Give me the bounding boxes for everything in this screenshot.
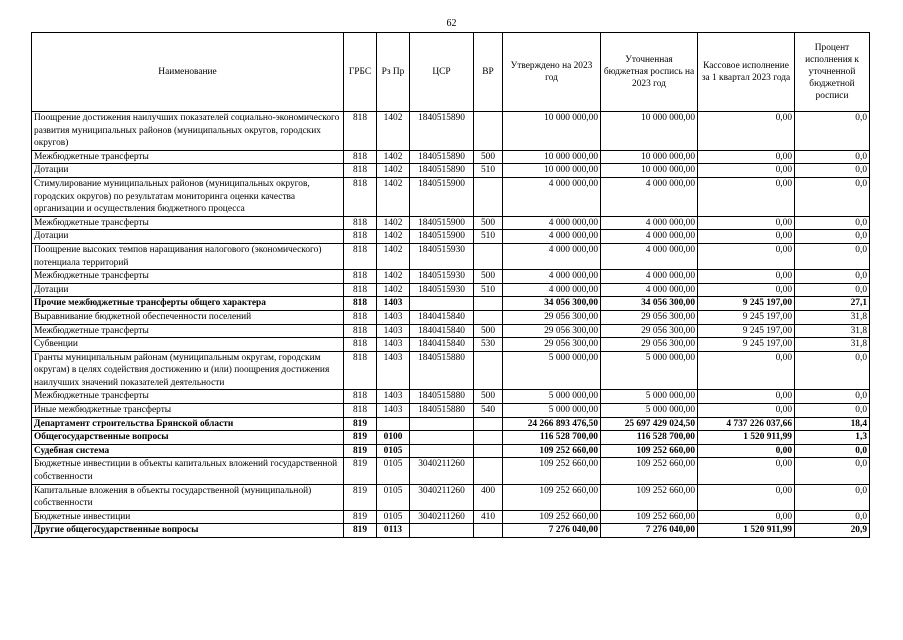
row-cash: 0,00 [698, 351, 795, 390]
row-percent: 0,0 [795, 390, 870, 404]
row-vr: 410 [474, 510, 503, 524]
row-refined: 25 697 429 024,50 [601, 417, 698, 431]
row-refined: 29 056 300,00 [601, 310, 698, 324]
row-csr: 1840515880 [410, 404, 474, 418]
row-vr [474, 458, 503, 484]
row-grbs: 818 [344, 150, 377, 164]
row-grbs: 818 [344, 216, 377, 230]
row-rz-pr: 1403 [377, 404, 410, 418]
row-rz-pr: 0113 [377, 524, 410, 538]
row-name: Общегосударственные вопросы [32, 431, 344, 445]
row-csr [410, 524, 474, 538]
row-rz-pr: 0105 [377, 458, 410, 484]
row-name: Другие общегосударственные вопросы [32, 524, 344, 538]
row-vr [474, 112, 503, 151]
table-row [32, 112, 870, 151]
row-refined: 7 276 040,00 [601, 524, 698, 538]
table-row [32, 431, 870, 445]
row-name: Дотации [32, 230, 344, 244]
row-refined: 4 000 000,00 [601, 270, 698, 284]
row-approved: 34 056 300,00 [503, 297, 601, 311]
header-grbs: ГРБС [344, 33, 377, 112]
row-cash: 9 245 197,00 [698, 338, 795, 352]
row-vr: 500 [474, 390, 503, 404]
table-row [32, 177, 870, 216]
table-row [32, 270, 870, 284]
row-rz-pr: 0105 [377, 484, 410, 510]
row-approved: 4 000 000,00 [503, 270, 601, 284]
row-approved: 4 000 000,00 [503, 216, 601, 230]
row-name: Межбюджетные трансферты [32, 150, 344, 164]
row-rz-pr: 1402 [377, 164, 410, 178]
row-approved: 10 000 000,00 [503, 112, 601, 151]
row-vr: 500 [474, 216, 503, 230]
row-approved: 4 000 000,00 [503, 177, 601, 216]
row-rz-pr: 1402 [377, 243, 410, 269]
row-vr [474, 310, 503, 324]
header-csr: ЦСР [410, 33, 474, 112]
row-rz-pr: 1402 [377, 112, 410, 151]
row-cash: 0,00 [698, 444, 795, 458]
row-approved: 10 000 000,00 [503, 164, 601, 178]
row-rz-pr: 1403 [377, 351, 410, 390]
row-name: Судебная система [32, 444, 344, 458]
row-approved: 7 276 040,00 [503, 524, 601, 538]
row-rz-pr: 1403 [377, 310, 410, 324]
row-refined: 29 056 300,00 [601, 324, 698, 338]
row-percent: 0,0 [795, 216, 870, 230]
row-grbs: 819 [344, 510, 377, 524]
row-grbs: 818 [344, 270, 377, 284]
row-name: Прочие межбюджетные трансферты общего характера [32, 297, 344, 311]
row-rz-pr: 1403 [377, 338, 410, 352]
header-percent: Процент исполнения к уточненной бюджетной росписи [795, 33, 870, 112]
table-row [32, 404, 870, 418]
row-name: Межбюджетные трансферты [32, 390, 344, 404]
row-grbs: 819 [344, 458, 377, 484]
table-row [32, 390, 870, 404]
row-grbs: 818 [344, 230, 377, 244]
row-rz-pr: 1402 [377, 177, 410, 216]
header-refined: Уточненная бюджетная роспись на 2023 год [601, 33, 698, 112]
row-cash: 0,00 [698, 270, 795, 284]
row-refined: 10 000 000,00 [601, 112, 698, 151]
table-row [32, 283, 870, 297]
row-name: Стимулирование муниципальных районов (муниципальных округов, городских округов) по результатам мониторинга оценки качества организации и осуществления бюджетного процесса [32, 177, 344, 216]
table-row [32, 510, 870, 524]
row-approved: 29 056 300,00 [503, 324, 601, 338]
row-name: Бюджетные инвестиции в объекты капитальных вложений государственной собственности [32, 458, 344, 484]
row-name: Дотации [32, 164, 344, 178]
row-grbs: 819 [344, 431, 377, 445]
row-percent: 0,0 [795, 351, 870, 390]
row-vr: 500 [474, 324, 503, 338]
row-vr [474, 297, 503, 311]
table-row [32, 351, 870, 390]
row-csr: 1840515880 [410, 390, 474, 404]
row-csr: 1840515900 [410, 230, 474, 244]
row-percent: 0,0 [795, 444, 870, 458]
row-rz-pr: 0105 [377, 444, 410, 458]
table-row [32, 310, 870, 324]
row-grbs: 818 [344, 177, 377, 216]
row-vr [474, 417, 503, 431]
row-approved: 29 056 300,00 [503, 338, 601, 352]
row-csr [410, 417, 474, 431]
row-approved: 5 000 000,00 [503, 404, 601, 418]
row-cash: 0,00 [698, 484, 795, 510]
row-csr [410, 297, 474, 311]
row-grbs: 818 [344, 164, 377, 178]
row-csr: 3040211260 [410, 484, 474, 510]
table-row [32, 444, 870, 458]
row-cash: 0,00 [698, 458, 795, 484]
row-cash: 9 245 197,00 [698, 297, 795, 311]
row-refined: 109 252 660,00 [601, 444, 698, 458]
row-csr: 1840515880 [410, 351, 474, 390]
row-vr [474, 177, 503, 216]
row-rz-pr: 1403 [377, 324, 410, 338]
row-refined: 116 528 700,00 [601, 431, 698, 445]
row-cash: 0,00 [698, 164, 795, 178]
row-name: Поощрение достижения наилучших показателей социально-экономического развития муниципальных районов (муниципальных округов, городских округов) [32, 112, 344, 151]
row-grbs: 818 [344, 324, 377, 338]
row-name: Межбюджетные трансферты [32, 324, 344, 338]
row-grbs: 818 [344, 404, 377, 418]
row-name: Гранты муниципальным районам (муниципальным округам, городским округам) в целях содействия достижению и (или) поощрения достижения наилучших значений показателей деятельности [32, 351, 344, 390]
row-csr: 1840415840 [410, 310, 474, 324]
row-cash: 0,00 [698, 112, 795, 151]
row-cash: 0,00 [698, 150, 795, 164]
row-grbs: 819 [344, 484, 377, 510]
page-number: 62 [446, 18, 457, 29]
row-grbs: 818 [344, 297, 377, 311]
row-name: Бюджетные инвестиции [32, 510, 344, 524]
row-vr [474, 431, 503, 445]
row-grbs: 819 [344, 417, 377, 431]
row-percent: 27,1 [795, 297, 870, 311]
row-csr: 1840515890 [410, 164, 474, 178]
table-row [32, 230, 870, 244]
row-percent: 0,0 [795, 230, 870, 244]
row-name: Выравнивание бюджетной обеспеченности поселений [32, 310, 344, 324]
table-row [32, 297, 870, 311]
row-vr: 530 [474, 338, 503, 352]
header-rz-pr: Рз Пр [377, 33, 410, 112]
table-row [32, 524, 870, 538]
row-refined: 34 056 300,00 [601, 297, 698, 311]
row-percent: 0,0 [795, 458, 870, 484]
row-percent: 0,0 [795, 510, 870, 524]
row-refined: 5 000 000,00 [601, 404, 698, 418]
row-refined: 4 000 000,00 [601, 283, 698, 297]
row-percent: 20,9 [795, 524, 870, 538]
row-vr: 500 [474, 270, 503, 284]
row-approved: 4 000 000,00 [503, 230, 601, 244]
row-approved: 29 056 300,00 [503, 310, 601, 324]
row-refined: 29 056 300,00 [601, 338, 698, 352]
row-approved: 116 528 700,00 [503, 431, 601, 445]
row-cash: 4 737 226 037,66 [698, 417, 795, 431]
row-approved: 5 000 000,00 [503, 351, 601, 390]
row-name: Межбюджетные трансферты [32, 270, 344, 284]
header-approved: Утверждено на 2023 год [503, 33, 601, 112]
row-name: Иные межбюджетные трансферты [32, 404, 344, 418]
row-csr: 1840515930 [410, 243, 474, 269]
row-vr: 400 [474, 484, 503, 510]
row-approved: 4 000 000,00 [503, 243, 601, 269]
row-rz-pr: 1402 [377, 283, 410, 297]
row-refined: 10 000 000,00 [601, 164, 698, 178]
row-cash: 0,00 [698, 390, 795, 404]
table-row [32, 484, 870, 510]
row-cash: 0,00 [698, 216, 795, 230]
row-approved: 109 252 660,00 [503, 510, 601, 524]
row-csr: 1840515900 [410, 216, 474, 230]
row-percent: 31,8 [795, 310, 870, 324]
row-percent: 0,0 [795, 112, 870, 151]
row-approved: 24 266 893 476,50 [503, 417, 601, 431]
row-cash: 0,00 [698, 404, 795, 418]
row-percent: 1,3 [795, 431, 870, 445]
row-refined: 10 000 000,00 [601, 150, 698, 164]
row-refined: 109 252 660,00 [601, 484, 698, 510]
row-approved: 109 252 660,00 [503, 444, 601, 458]
row-grbs: 818 [344, 351, 377, 390]
row-vr: 510 [474, 283, 503, 297]
row-cash: 0,00 [698, 230, 795, 244]
row-name: Дотации [32, 283, 344, 297]
row-grbs: 818 [344, 283, 377, 297]
row-csr: 1840515930 [410, 283, 474, 297]
table-row [32, 150, 870, 164]
row-percent: 0,0 [795, 283, 870, 297]
row-grbs: 818 [344, 338, 377, 352]
row-rz-pr [377, 417, 410, 431]
table-row [32, 417, 870, 431]
row-csr: 1840515890 [410, 150, 474, 164]
row-rz-pr: 1403 [377, 390, 410, 404]
row-percent: 0,0 [795, 164, 870, 178]
row-name: Межбюджетные трансферты [32, 216, 344, 230]
row-grbs: 819 [344, 524, 377, 538]
row-approved: 109 252 660,00 [503, 458, 601, 484]
row-percent: 18,4 [795, 417, 870, 431]
table-row [32, 164, 870, 178]
row-name: Поощрение высоких темпов наращивания налогового (экономического) потенциала территорий [32, 243, 344, 269]
row-cash: 1 520 911,99 [698, 524, 795, 538]
row-refined: 109 252 660,00 [601, 510, 698, 524]
row-csr: 1840515890 [410, 112, 474, 151]
row-cash: 1 520 911,99 [698, 431, 795, 445]
row-csr: 3040211260 [410, 458, 474, 484]
row-percent: 0,0 [795, 243, 870, 269]
row-name: Субвенции [32, 338, 344, 352]
header-name: Наименование [32, 33, 344, 112]
budget-table [31, 32, 870, 538]
table-row [32, 243, 870, 269]
row-vr [474, 243, 503, 269]
row-refined: 109 252 660,00 [601, 458, 698, 484]
row-vr [474, 444, 503, 458]
row-approved: 5 000 000,00 [503, 390, 601, 404]
row-refined: 4 000 000,00 [601, 216, 698, 230]
row-csr [410, 431, 474, 445]
row-cash: 9 245 197,00 [698, 310, 795, 324]
row-vr: 500 [474, 150, 503, 164]
row-vr: 540 [474, 404, 503, 418]
header-cash: Кассовое исполнение за 1 квартал 2023 года [698, 33, 795, 112]
row-rz-pr: 1402 [377, 216, 410, 230]
row-grbs: 818 [344, 243, 377, 269]
row-cash: 0,00 [698, 243, 795, 269]
row-refined: 5 000 000,00 [601, 351, 698, 390]
row-approved: 10 000 000,00 [503, 150, 601, 164]
row-refined: 5 000 000,00 [601, 390, 698, 404]
row-percent: 0,0 [795, 270, 870, 284]
row-percent: 0,0 [795, 150, 870, 164]
row-vr [474, 351, 503, 390]
row-grbs: 818 [344, 390, 377, 404]
row-vr [474, 524, 503, 538]
row-name: Департамент строительства Брянской области [32, 417, 344, 431]
row-refined: 4 000 000,00 [601, 177, 698, 216]
row-rz-pr: 0100 [377, 431, 410, 445]
row-rz-pr: 1402 [377, 270, 410, 284]
header-vr: ВР [474, 33, 503, 112]
row-rz-pr: 1403 [377, 297, 410, 311]
row-cash: 0,00 [698, 283, 795, 297]
row-csr: 3040211260 [410, 510, 474, 524]
row-refined: 4 000 000,00 [601, 243, 698, 269]
row-grbs: 818 [344, 310, 377, 324]
table-body [32, 112, 870, 538]
row-rz-pr: 0105 [377, 510, 410, 524]
row-refined: 4 000 000,00 [601, 230, 698, 244]
row-csr [410, 444, 474, 458]
table-header [32, 33, 870, 112]
row-percent: 31,8 [795, 338, 870, 352]
row-name: Капитальные вложения в объекты государственной (муниципальной) собственности [32, 484, 344, 510]
row-percent: 0,0 [795, 404, 870, 418]
table-row [32, 324, 870, 338]
row-csr: 1840515900 [410, 177, 474, 216]
row-grbs: 819 [344, 444, 377, 458]
row-cash: 0,00 [698, 177, 795, 216]
row-percent: 31,8 [795, 324, 870, 338]
row-rz-pr: 1402 [377, 230, 410, 244]
table-row [32, 338, 870, 352]
row-approved: 4 000 000,00 [503, 283, 601, 297]
row-percent: 0,0 [795, 484, 870, 510]
row-csr: 1840415840 [410, 324, 474, 338]
row-cash: 9 245 197,00 [698, 324, 795, 338]
row-csr: 1840515930 [410, 270, 474, 284]
row-rz-pr: 1402 [377, 150, 410, 164]
table-row [32, 458, 870, 484]
row-approved: 109 252 660,00 [503, 484, 601, 510]
table-row [32, 216, 870, 230]
row-csr: 1840415840 [410, 338, 474, 352]
row-cash: 0,00 [698, 510, 795, 524]
row-grbs: 818 [344, 112, 377, 151]
row-percent: 0,0 [795, 177, 870, 216]
row-vr: 510 [474, 164, 503, 178]
row-vr: 510 [474, 230, 503, 244]
